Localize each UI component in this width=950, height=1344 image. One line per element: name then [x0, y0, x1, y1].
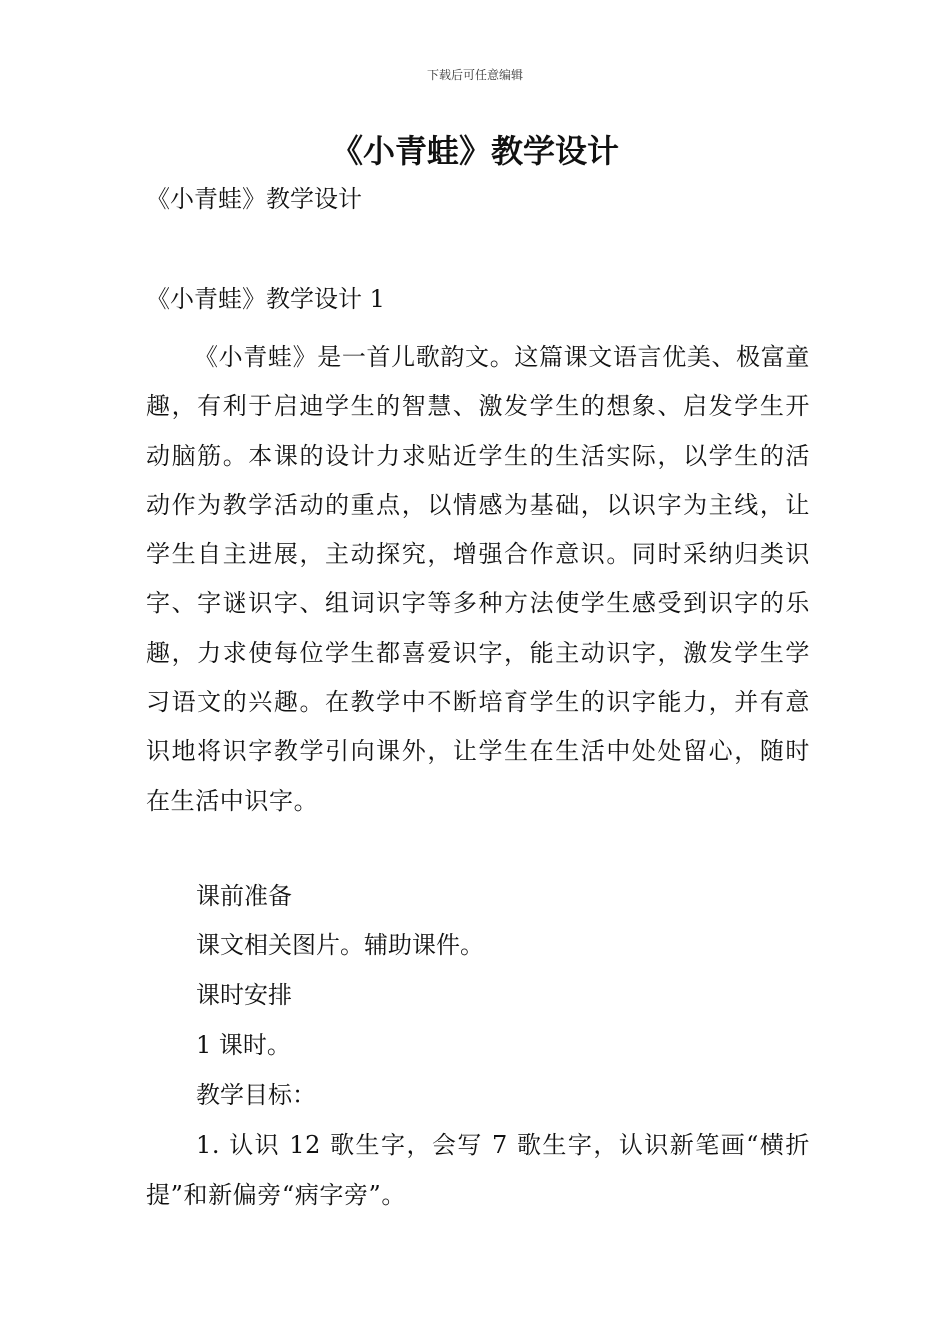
section-heading: 《小青蛙》教学设计 1: [146, 285, 385, 313]
prep-heading: 课前准备: [196, 882, 292, 910]
document-title: 《小青蛙》教学设计: [330, 132, 619, 170]
schedule-heading: 课时安排: [196, 981, 292, 1009]
intro-paragraph: 《小青蛙》是一首儿歌韵文。这篇课文语言优美、极富童趣，有利于启迪学生的智慧、激发学生的想象、启发学生开动脑筋。本课的设计力求贴近学生的生活实际，以学生的活动作为教学活动的重点，以情感为基础，以识字为主线，让学生自主进展，主动探究，增强合作意识。同时采纳归类识字、字谜识字、组词识字等多种方法使学生感受到识字的乐趣，力求使每位学生都喜爱识字，能主动识字，激发学生学习语文的兴趣。在教学中不断培育学生的识字能力，并有意识地将识字教学引向课外，让学生在生活中处处留心，随时在生活中识字。: [146, 343, 810, 815]
goals-heading: 教学目标：: [196, 1081, 316, 1109]
document-subtitle: 《小青蛙》教学设计: [146, 185, 362, 213]
prep-content: 课文相关图片。辅助课件。: [196, 931, 484, 959]
schedule-content: 1 课时。: [196, 1031, 291, 1059]
header-note: 下载后可任意编辑: [426, 68, 523, 82]
goal-item-1: 1. 认识 12 歌生字，会写 7 歌生字，认识新笔画“横折提”和新偏旁“病字旁”。: [146, 1131, 810, 1209]
